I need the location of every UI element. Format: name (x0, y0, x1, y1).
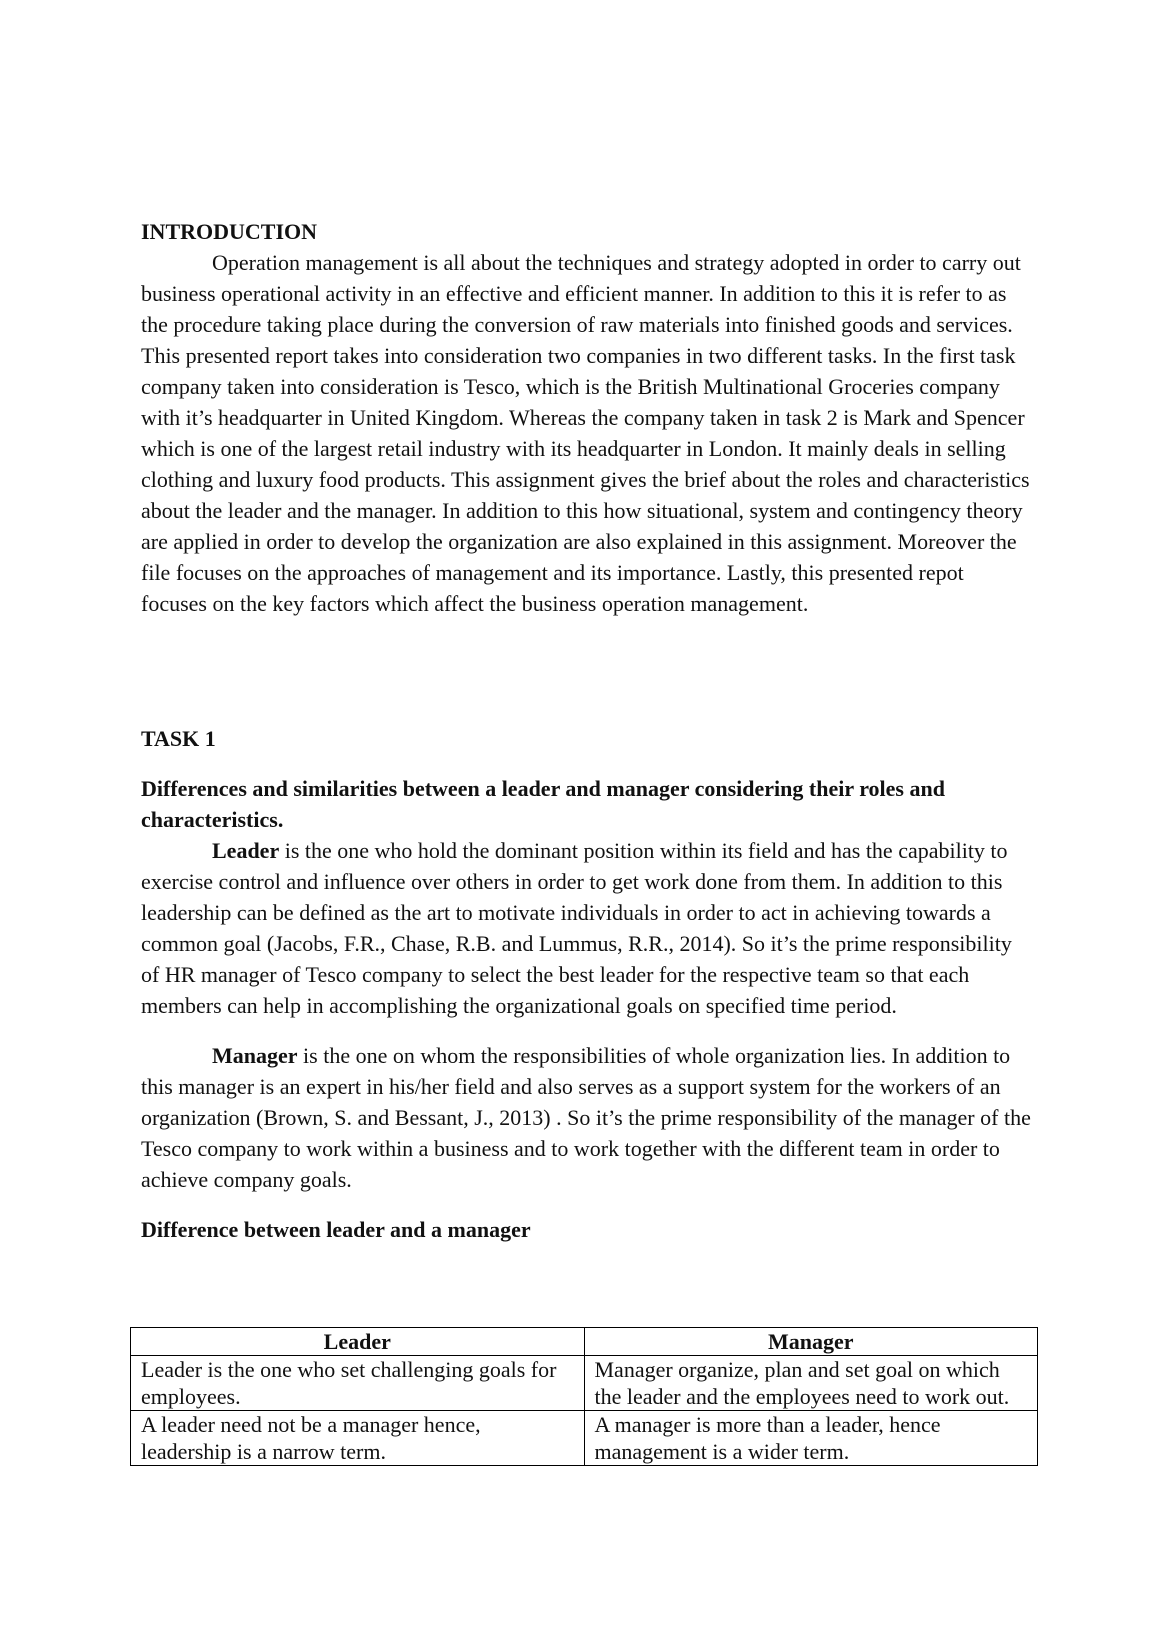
table-row (131, 1411, 1038, 1466)
comparison-table (130, 1327, 1038, 1466)
manager-term: Manager (212, 1043, 298, 1068)
page-content (141, 216, 1031, 1245)
table-header-manager: Manager (584, 1328, 1038, 1356)
table-cell-manager: A manager is more than a leader, hence management is a wider term. (584, 1411, 1038, 1466)
task1-heading: TASK 1 (141, 726, 216, 751)
task1-subheading: Differences and similarities between a leader and manager considering their roles and characteristics. (141, 776, 945, 832)
table-row (131, 1356, 1038, 1411)
leader-term: Leader (212, 838, 280, 863)
table-cell-leader: Leader is the one who set challenging goals for employees. (131, 1356, 585, 1411)
introduction-paragraph: Operation management is all about the techniques and strategy adopted in order to carry out business operational activity in an effective and efficient manner. In addition to this it is refer to as the procedure taking place during the conversion of raw materials into finished goods and services. This presented report takes into consideration two companies in two different tasks. In the first task company taken into consideration is Tesco, which is the British Multinational Groceries company with it’s headquarter in United Kingdom. Whereas the company taken in task 2 is Mark and Spencer which is one of the largest retail industry with its headquarter in London. It mainly deals in selling clothing and luxury food products. This assignment gives the brief about the roles and characteristics about the leader and the manager. In addition to this how situational, system and contingency theory are applied in order to develop the organization are also explained in this assignment. Moreover the file focuses on the approaches of management and its importance. Lastly, this presented repot focuses on the key factors which affect the business operation management. (141, 250, 1030, 616)
introduction-heading: INTRODUCTION (141, 219, 318, 244)
leader-paragraph-text: is the one who hold the dominant position within its field and has the capability to exercise control and influence over others in order to get work done from them. In addition to this leadership can be defined as the art to motivate individuals in order to act in achieving towards a common goal (Jacobs, F.R., Chase, R.B. and Lummus, R.R., 2014). So it’s the prime responsibility of HR manager of Tesco company to select the best leader for the respective team so that each members can help in accomplishing the organizational goals on specified time period. (141, 838, 1012, 1018)
table-heading: Difference between leader and a manager (141, 1217, 531, 1242)
manager-paragraph (141, 1040, 1031, 1195)
table-header-row (131, 1328, 1038, 1356)
manager-paragraph-text: is the one on whom the responsibilities of whole organization lies. In addition to this manager is an expert in his/her field and also serves as a support system for the workers of an organization (Brown, S. and Bessant, J., 2013) . So it’s the prime responsibility of the manager of the Tesco company to work within a business and to work together with the different team in order to achieve company goals. (141, 1043, 1031, 1192)
leader-paragraph (141, 835, 1031, 1021)
table-header-leader: Leader (131, 1328, 585, 1356)
table-cell-manager: Manager organize, plan and set goal on which the leader and the employees need to work out. (584, 1356, 1038, 1411)
table-cell-leader: A leader need not be a manager hence, leadership is a narrow term. (131, 1411, 585, 1466)
